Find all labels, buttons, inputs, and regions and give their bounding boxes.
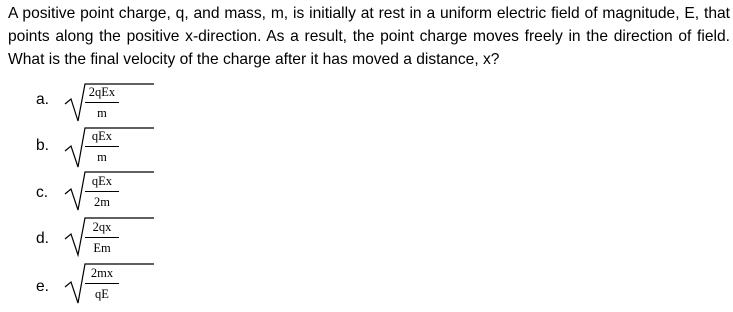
fraction [85, 266, 119, 302]
fraction-numerator: 2mx [90, 266, 114, 280]
fraction-denominator: qE [95, 287, 109, 301]
fraction-numerator: 2qEx [88, 85, 116, 99]
fraction-bar [85, 191, 119, 192]
fraction-denominator: m [97, 106, 107, 120]
fraction-bar [85, 237, 119, 238]
question-text: A positive point charge, q, and mass, m, is initially at rest in a uniform electric field of magnitude, E, that points along the positive x-direction. As a result, the point charge moves freely in the direction of field. What is the final velocity of the charge after it has moved a distance, x? [8, 5, 730, 68]
fraction-denominator: m [97, 150, 107, 164]
fraction [85, 220, 119, 256]
fraction-denominator: Em [93, 241, 111, 255]
fraction [85, 129, 119, 165]
fraction-bar [85, 146, 119, 147]
fraction-bar [85, 102, 119, 103]
fraction-numerator: qEx [91, 174, 113, 188]
fraction-bar [85, 283, 119, 284]
option-letter: c. [36, 184, 49, 201]
fraction-numerator: 2qx [92, 220, 112, 234]
fraction-numerator: qEx [91, 129, 113, 143]
fraction-denominator: 2m [94, 195, 110, 209]
option-letter: a. [36, 91, 50, 108]
option-letter: d. [36, 230, 50, 247]
option-letter: e. [36, 278, 50, 295]
option-letter: b. [36, 137, 50, 154]
fraction [85, 85, 119, 121]
fraction [85, 174, 119, 210]
